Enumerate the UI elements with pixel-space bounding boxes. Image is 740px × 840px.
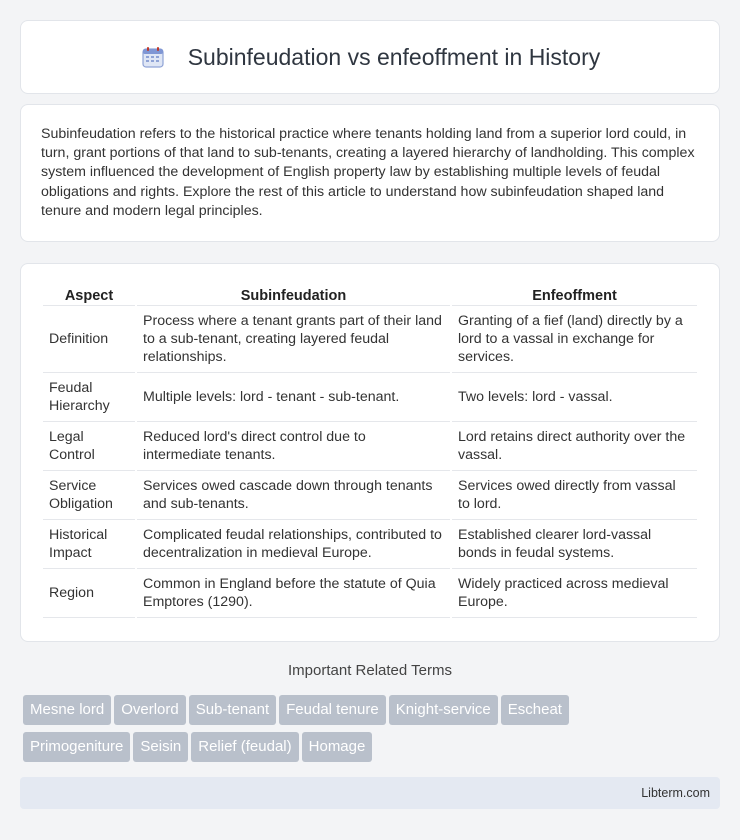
calendar-icon	[140, 44, 166, 70]
table-row	[43, 471, 697, 520]
related-term-tag[interactable]: Overlord	[114, 695, 186, 725]
footer	[20, 777, 720, 809]
related-term-tag[interactable]: Homage	[302, 732, 373, 762]
related-term-tag[interactable]: Mesne lord	[23, 695, 111, 725]
aspect-cell: Region	[43, 569, 135, 618]
related-term-tag[interactable]: Seisin	[133, 732, 188, 762]
related-term-tag[interactable]: Relief (feudal)	[191, 732, 298, 762]
header-card	[20, 20, 720, 94]
footer-site-link[interactable]: Libterm.com	[641, 786, 710, 800]
related-terms-list	[23, 695, 723, 769]
table-row	[43, 306, 697, 373]
aspect-cell: Historical Impact	[43, 520, 135, 569]
page-title: Subinfeudation vs enfeoffment in History	[187, 43, 601, 70]
subinfeudation-cell: Multiple levels: lord - tenant - sub-tenant.	[137, 373, 450, 422]
header-subinfeudation: Subinfeudation	[137, 282, 450, 306]
related-term-tag[interactable]: Primogeniture	[23, 732, 130, 762]
table-row	[43, 520, 697, 569]
aspect-cell: Definition	[43, 306, 135, 373]
enfeoffment-cell: Lord retains direct authority over the vassal.	[452, 422, 697, 471]
comparison-table-card	[20, 263, 720, 642]
enfeoffment-cell: Two levels: lord - vassal.	[452, 373, 697, 422]
intro-text: Subinfeudation refers to the historical practice where tenants holding land from a superior lord could, in turn, grant portions of that land to sub-tenants, creating a layered hierarchy of landholding. This complex system influenced the development of English property law by establishing multiple levels of feudal obligations and rights. Explore the rest of this article to understand how subinfeudation shaped land tenure and modern legal principles.	[41, 126, 695, 219]
table-row	[43, 569, 697, 618]
aspect-cell: Legal Control	[43, 422, 135, 471]
comparison-table	[41, 282, 699, 618]
subinfeudation-cell: Reduced lord's direct control due to intermediate tenants.	[137, 422, 450, 471]
subinfeudation-cell: Common in England before the statute of Quia Emptores (1290).	[137, 569, 450, 618]
subinfeudation-cell: Services owed cascade down through tenants and sub-tenants.	[137, 471, 450, 520]
enfeoffment-cell: Granting of a fief (land) directly by a lord to a vassal in exchange for services.	[452, 306, 697, 373]
table-row	[43, 373, 697, 422]
table-row	[43, 422, 697, 471]
subinfeudation-cell: Process where a tenant grants part of their land to a sub-tenant, creating layered feudal relationships.	[137, 306, 450, 373]
intro-card	[20, 104, 720, 242]
enfeoffment-cell: Established clearer lord-vassal bonds in feudal systems.	[452, 520, 697, 569]
enfeoffment-cell: Services owed directly from vassal to lord.	[452, 471, 697, 520]
subinfeudation-cell: Complicated feudal relationships, contributed to decentralization in medieval Europe.	[137, 520, 450, 569]
related-terms-title: Important Related Terms	[288, 662, 452, 679]
header-aspect: Aspect	[43, 282, 135, 306]
related-term-tag[interactable]: Escheat	[501, 695, 569, 725]
enfeoffment-cell: Widely practiced across medieval Europe.	[452, 569, 697, 618]
aspect-cell: Service Obligation	[43, 471, 135, 520]
related-term-tag[interactable]: Knight-service	[389, 695, 498, 725]
related-term-tag[interactable]: Feudal tenure	[279, 695, 386, 725]
header-enfeoffment: Enfeoffment	[452, 282, 697, 306]
aspect-cell: Feudal Hierarchy	[43, 373, 135, 422]
related-term-tag[interactable]: Sub-tenant	[189, 695, 276, 725]
